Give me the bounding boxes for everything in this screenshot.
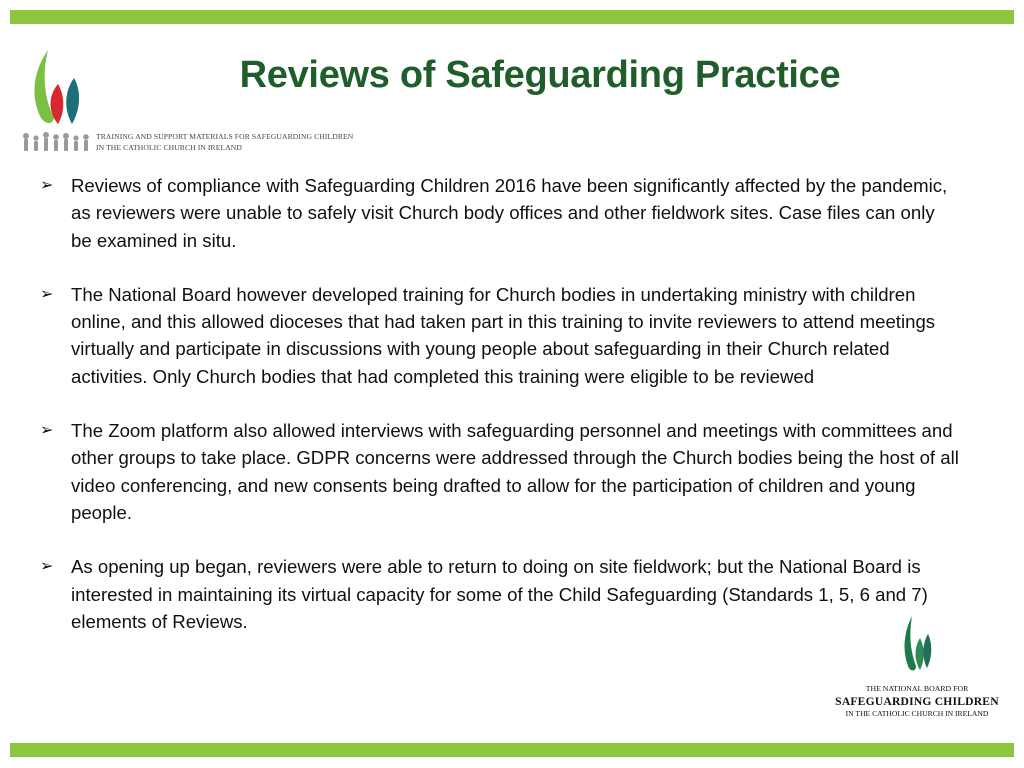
board-line-1: THE NATIONAL BOARD FOR	[865, 684, 969, 693]
arrowhead-bullet-icon: ➢	[40, 285, 54, 303]
slide-title: Reviews of Safeguarding Practice	[239, 54, 841, 96]
tagline-line-2: IN THE CATHOLIC CHURCH IN IRELAND	[96, 143, 242, 152]
board-line-3: IN THE CATHOLIC CHURCH IN IRELAND	[845, 709, 989, 718]
national-board-logo-text	[826, 683, 1008, 719]
bullet-text: Reviews of compliance with Safeguarding Children 2016 have been significantly affected by the pandemic, as reviewers were unable to safely visit Church body offices and other fieldwork sites. Case files can only be examined in situ.	[71, 175, 948, 251]
arrowhead-bullet-icon: ➢	[40, 558, 54, 576]
arrowhead-bullet-icon: ➢	[40, 177, 54, 194]
bullet-text: The National Board however developed training for Church bodies in undertaking ministry with children online, and this allowed dioceses that had taken part in this training to invite reviewers to attend meetings virtually and participate in discussions with young people about safeguarding in their Church related activities. Only Church bodies that had completed this training were eligible to be reviewed	[71, 283, 936, 387]
bullet-item	[40, 417, 960, 526]
bullet-item	[40, 281, 960, 390]
bullet-item	[40, 172, 960, 254]
bottom-accent-bar	[10, 743, 1014, 757]
bullet-text: The Zoom platform also allowed interviews with safeguarding personnel and meetings with committees and other groups to take place. GDPR concerns were addressed through the Church bodies being the host of all video conferencing, and new consents being drafted to allow for the participation of children and young people.	[71, 420, 959, 523]
arrowhead-bullet-icon: ➢	[40, 422, 54, 440]
tagline-line-1: TRAINING AND SUPPORT MATERIALS FOR SAFEGUARDING CHILDREN	[96, 132, 354, 141]
board-line-2: SAFEGUARDING CHILDREN	[835, 695, 999, 708]
organisation-tagline	[96, 131, 353, 153]
bullet-list	[40, 172, 960, 662]
top-accent-bar	[10, 10, 1014, 24]
flame-logo-icon	[14, 44, 96, 158]
flame-logo-small-icon	[896, 614, 936, 682]
bullet-item	[40, 553, 960, 635]
bullet-text: As opening up began, reviewers were able to return to doing on site fieldwork; but the National Board is interested in maintaining its virtual capacity for some of the Child Safeguarding (Standards 1, 5, 6 and 7) elements of Reviews.	[71, 556, 928, 632]
